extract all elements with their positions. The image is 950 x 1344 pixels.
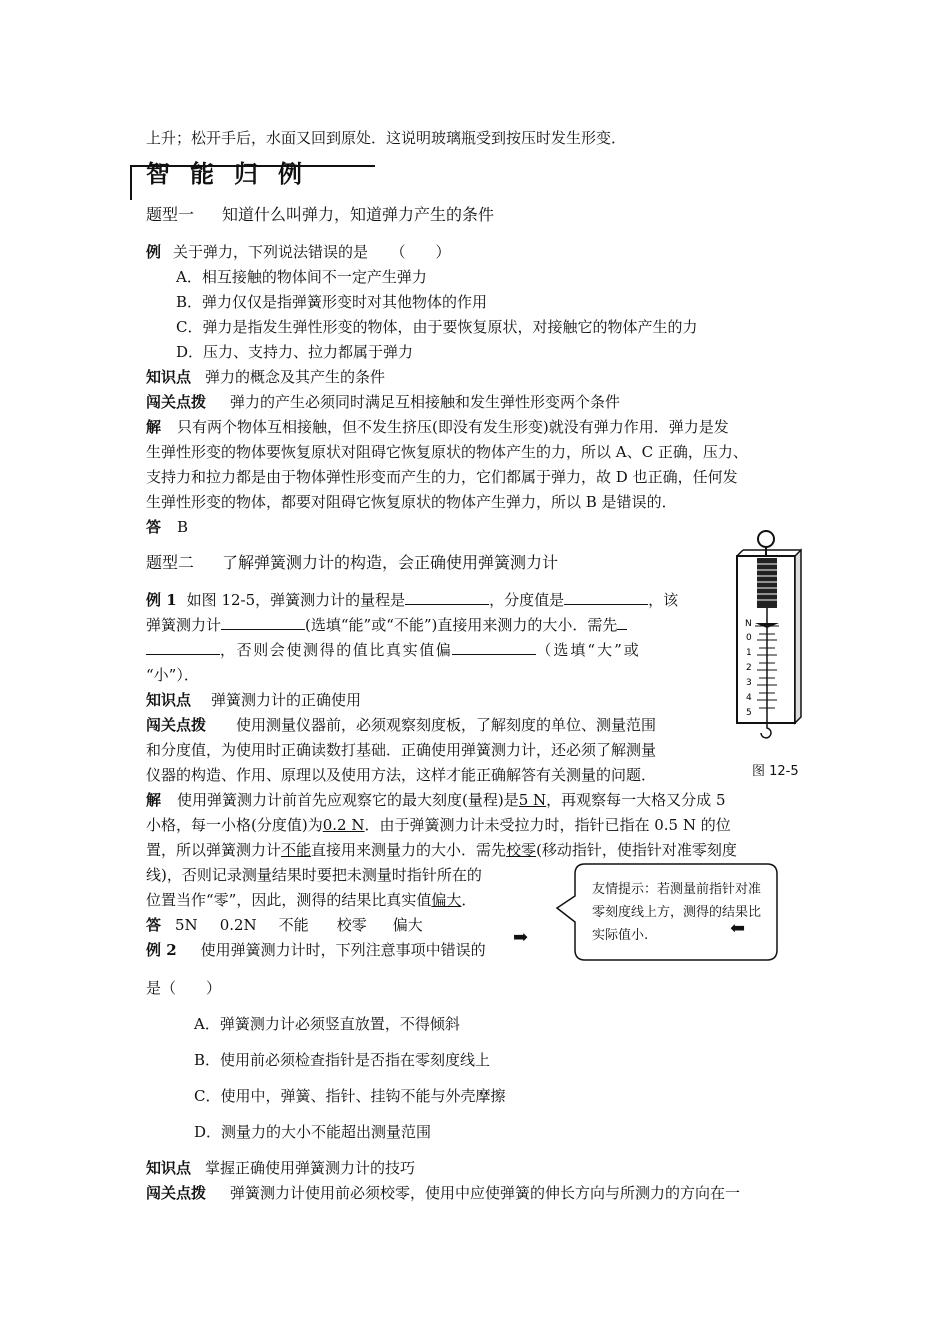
blank-bias[interactable] (452, 640, 536, 655)
sol2-line-4: 线)，否则记录测量结果时要把未测量时指针所在的 (146, 866, 482, 884)
answer-underline: 偏大 (431, 891, 462, 909)
solution-line-2: 生弹性形变的物体要恢复原状对阻碍它恢复原状的物体产生的力，所以 A、C 正确，压力、 (146, 443, 748, 461)
answer-text: B (177, 518, 189, 536)
ex1-line-3 (146, 640, 641, 660)
solution-label: 解 (146, 418, 162, 436)
answer-item: 不能 (278, 916, 309, 934)
option-a: A．相互接触的物体间不一定产生弹力 (176, 268, 427, 286)
type1-heading-text: 知道什么叫弹力，知道弹力产生的条件 (222, 205, 495, 224)
knowledge-point-3 (146, 1158, 415, 1178)
option-b: B．弹力仅仅是指弹簧形变时对其他物体的作用 (176, 293, 488, 311)
solution-line-1 (146, 417, 729, 437)
knowledge-point-2 (146, 690, 361, 710)
tip2-line-1 (146, 715, 656, 735)
knowledge-label: 知识点 (146, 691, 192, 709)
ex1-line-4: “小”）． (146, 666, 199, 684)
blank-need-first[interactable] (617, 615, 627, 630)
blank-division[interactable] (564, 590, 648, 605)
solution-text: ． (461, 891, 477, 909)
blank-can-use[interactable] (221, 615, 305, 630)
answer-label: 答 (146, 916, 162, 934)
ex1-text: 如图 12-5，弹簧测力计的量程是 (186, 591, 406, 609)
ex1-label: 例 1 (146, 591, 177, 609)
type1-heading-label: 题型一 (146, 205, 195, 224)
type1-example (146, 242, 451, 262)
type2-heading-label: 题型二 (146, 553, 195, 572)
ex1-text: ，否则会使测得的值比真实值偏 (220, 641, 453, 659)
knowledge-text: 弹力的概念及其产生的条件 (205, 368, 386, 386)
tip-label: 闯关点拨 (146, 716, 207, 734)
ex1-text: ，该 (648, 591, 679, 609)
solution-text: 小格，每一小格(分度值)为 (146, 816, 323, 834)
scale-tick-label: 3 (746, 678, 752, 688)
scale-unit-label: N (745, 619, 752, 629)
spring-scale-figure (725, 528, 815, 758)
ex1-text: ，分度值是 (489, 591, 565, 609)
solution-text: ．由于弹簧测力计未受拉力时，指针已指在 0.5 N 的位 (364, 816, 731, 834)
ex1-text: 弹簧测力计 (146, 616, 222, 634)
solution-text: 直接用来测量力的大小．需先 (311, 841, 507, 859)
answer-item: 校零 (336, 916, 367, 934)
example-label: 例 (146, 243, 162, 261)
blank-range[interactable] (405, 590, 489, 605)
arrow-left-icon: ⬅ (730, 918, 746, 939)
answer-label: 答 (146, 518, 162, 536)
type2-heading-text: 了解弹簧测力计的构造，会正确使用弹簧测力计 (222, 553, 559, 572)
sol2-line-5 (146, 890, 476, 910)
example-question: 关于弹力，下列说法错误的是 （ ） (173, 243, 451, 261)
sol2-line-2 (146, 815, 731, 835)
ex2-cont: 是（ ） (146, 979, 222, 997)
solution-text: 位置当作“零”，因此，测得的结果比真实值 (146, 891, 432, 909)
blank-need-first-cont[interactable] (146, 640, 220, 655)
ex2-option-c: C．使用中，弹簧、指针、挂钩不能与外壳摩擦 (194, 1087, 506, 1105)
tip-text: 弹力的产生必须同时满足互相接触和发生弹性形变两个条件 (230, 393, 621, 411)
solution-text: (移动指针，使指针对准零刻度 (536, 841, 737, 859)
tip-text: 弹簧测力计使用前必须校零，使用中应使弹簧的伸长方向与所测力的方向在一 (230, 1184, 741, 1202)
scale-tick-label: 0 (746, 633, 752, 643)
answer-item: 偏大 (392, 916, 423, 934)
answer-underline: 校零 (506, 841, 537, 859)
solution-text: 置，所以弹簧测力计 (146, 841, 282, 859)
section-title-rule-vertical (130, 165, 132, 200)
tip3-line (146, 1183, 740, 1203)
solution-line-4: 生弹性形变的物体，都要对阻碍它恢复原状的物体产生弹力，所以 B 是错误的． (146, 493, 677, 511)
tip (146, 392, 620, 412)
scale-tick-label: 4 (746, 693, 752, 703)
section-title: 智能归例 (146, 159, 322, 188)
solution-text: 使用弹簧测力计前首先应观察它的最大刻度(量程)是 (177, 791, 519, 809)
ex2-option-b: B．使用前必须检查指针是否指在零刻度线上 (194, 1051, 491, 1069)
answer-underline: 不能 (281, 841, 312, 859)
ex1-text: （选填“大”或 (536, 641, 641, 659)
sol2-line-3 (146, 840, 737, 860)
option-c: C．弹力是指发生弹性形变的物体，由于要恢复原状，对接触它的物体产生的力 (176, 318, 698, 336)
knowledge-text: 弹簧测力计的正确使用 (211, 691, 362, 709)
knowledge-label: 知识点 (146, 1159, 192, 1177)
scale-tick-label: 1 (746, 648, 752, 658)
ex1-line-1 (146, 590, 678, 610)
knowledge-label: 知识点 (146, 368, 192, 386)
ex2-question: 使用弹簧测力计时，下列注意事项中错误的 (200, 941, 486, 959)
tip-text: 使用测量仪器前，必须观察刻度板，了解刻度的单位、测量范围 (236, 716, 657, 734)
ex2-option-d: D．测量力的大小不能超出测量范围 (194, 1123, 432, 1141)
ex2-option-a: A．弹簧测力计必须竖直放置，不得倾斜 (194, 1015, 460, 1033)
ex2-label: 例 2 (146, 941, 177, 959)
figure-caption: 图 12-5 (752, 764, 799, 779)
scale-tick-label: 5 (746, 708, 752, 718)
answer-item: 5N (175, 916, 198, 934)
knowledge-text: 掌握正确使用弹簧测力计的技巧 (205, 1159, 416, 1177)
tip2-line-2: 和分度值，为使用时正确读数打基础．正确使用弹簧测力计，还必须了解测量 (146, 741, 657, 759)
option-d: D．压力、支持力、拉力都属于弹力 (176, 343, 414, 361)
solution-text: 只有两个物体互相接触，但不发生挤压(即没有发生形变)就没有弹力作用．弹力是发 (177, 418, 729, 436)
tip-label: 闯关点拨 (146, 1184, 207, 1202)
tip-bubble-text: 友情提示：若测量前指针对准零刻度线上方，测得的结果比实际值小. (592, 882, 762, 943)
solution-line-3: 支持力和拉力都是由于物体弹性形变而产生的力，它们都属于弹力，故 D 也正确，任何发 (146, 468, 738, 486)
answer-underline: 0.2 N (322, 816, 365, 834)
answer (146, 517, 188, 537)
knowledge-point (146, 367, 385, 387)
tip-label: 闯关点拨 (146, 393, 207, 411)
ex1-text: (选填“能”或“不能”)直接用来测力的大小．需先 (305, 616, 618, 634)
tip2-line-3: 仪器的构造、作用、原理以及使用方法，这样才能正确解答有关测量的问题． (146, 766, 657, 784)
arrow-right-icon: ➡ (513, 927, 529, 948)
solution-text: ，再观察每一大格又分成 5 (546, 791, 726, 809)
solution-label: 解 (146, 791, 162, 809)
ex2-line (146, 940, 486, 960)
type2-heading (146, 553, 558, 573)
answer-2 (146, 915, 423, 935)
sol2-line-1 (146, 790, 726, 810)
continued-text-line: 上升；松开手后，水面又回到原处．这说明玻璃瓶受到按压时发生形变． (146, 129, 627, 147)
ex1-line-2 (146, 615, 627, 635)
type1-heading (146, 205, 494, 225)
scale-tick-label: 2 (746, 663, 752, 673)
answer-item: 0.2N (219, 916, 257, 934)
answer-underline: 5 N (518, 791, 547, 809)
